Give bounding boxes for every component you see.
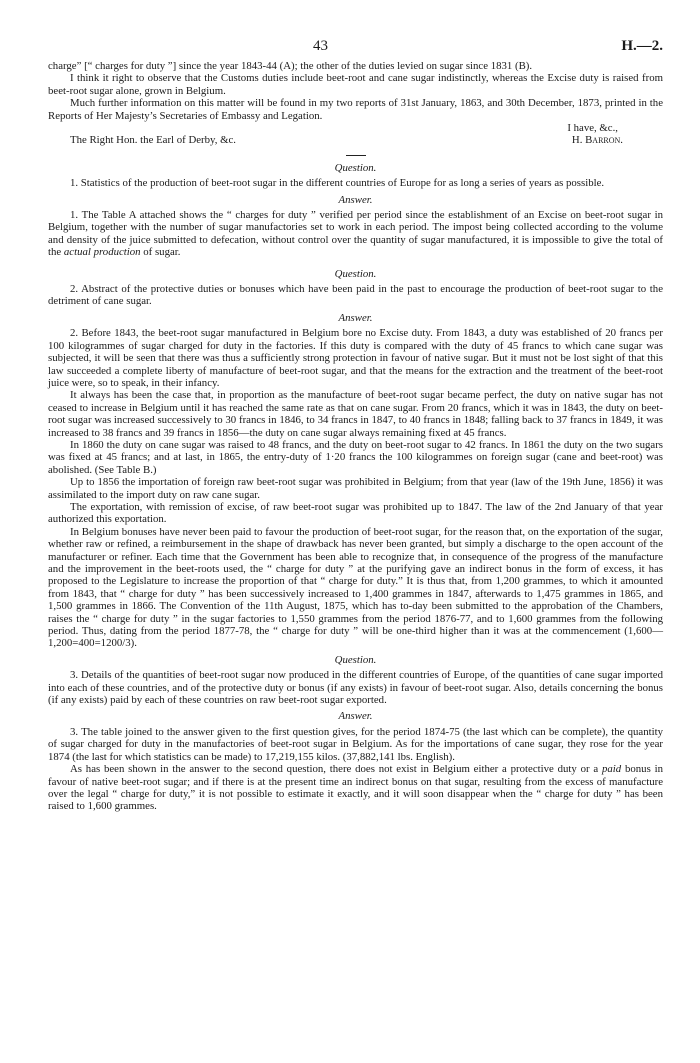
answer-2-paragraph-6: In Belgium bonuses have never been paid to favour the production of beet-root sugar, for the reason that, on the exportation of the sugar, whether raw or refined, a reimbursement in the shape of drawback has never been granted, but simply a discharge to the open account of the manufacturer or refiner. Each time that the Government has been able to recognize that, in consequence of the progress of the manufacture and the improvement in the beet-roots used, the “ charge for duty ” at the purifying gave an indirect bonus in the form of excess, it has proposed to the Legislature to increase the proportion of that “ charge for duty.” It is thus that, from 1,200 grammes, to which it amounted from 1843, that “ charge for duty ” has been successively increased to 1,400 grammes in 1847, afterwards to 1,475 grammes in 1865, and 1,500 grammes in 1866. The Convention of the 11th August, 1875, which has to-day been submitted to the approbation of the Chambers, raises the “ charge for duty ” in the sugar factories to 1,550 grammes from the period 1876-77, and to 1,600 grammes from the following period. Thus, dating from the period 1877-78, the “ charge for duty ” will be one-third higher than it was at the commencement (1,600—1,200=400=1200/3).	[48, 525, 663, 650]
answer-label-1: Answer.	[338, 193, 373, 206]
question-2: 2. Abstract of the protective duties or bonuses which have been paid in the past to encourage the production of beet-root sugar to the detriment of cane sugar.	[48, 283, 663, 308]
paper-reference: H.—2.	[621, 38, 663, 54]
section-divider	[346, 155, 366, 156]
answer-3-text: As has been shown in the answer to the second question, there does not exist in Belgium either a protective duty or a	[70, 763, 599, 776]
answer-3-tail: bonus in favour of native beet-root sugar; and if there is at the present time an indirect bonus on that sugar, resulting from the excess of manufacture over the legal “ charge for duty,” it is not possible to estimate it exactly, and it will soon disappear when the “ charge for duty ” has been raised to 1,600 grammes.	[48, 763, 663, 813]
answer-2-paragraph-5: The exportation, with remission of excise, of raw beet-root sugar was prohibited up to 1847. The law of the 2nd January of that year authorized this exportation.	[48, 500, 663, 526]
answer-2-paragraph-2: It always has been the case that, in proportion as the manufacture of beet-root sugar became perfect, the duty on native sugar has not ceased to increase in Belgium until it has reached the same rate as that on cane sugar. From 20 francs, which it was in 1843, the duty on beet-root sugar was increased successively to 30 francs in 1846, to 34 francs in 1847, to 40 francs in 1848; falling back to 37 francs in 1849, it was increased to 38 francs and 39 francs in 1856—the duty on cane sugar always remaining fixed at 45 francs.	[48, 389, 663, 439]
answer-1	[48, 209, 663, 259]
sign-off: I have, &c.,	[567, 122, 618, 135]
intro-paragraph-2: I think it right to observe that the Customs duties include beet-root and cane sugar indistinctly, whereas the Excise duty is raised from beet-root sugar alone, grown in Belgium.	[48, 72, 663, 97]
intro-paragraph-3: Much further information on this matter will be found in my two reports of 31st January, 1863, and 30th December, 1873, printed in the Reports of Her Majesty’s Secretaries of Embassy and Legation.	[48, 97, 663, 122]
page-header	[48, 38, 663, 60]
answer-1-emphasis: actual production	[63, 246, 141, 259]
answer-2-paragraph-3: In 1860 the duty on cane sugar was raised to 48 francs, and the duty on beet-root sugar to 42 francs. In 1861 the duty on the two sugars was fixed at 45 francs; and at last, in 1865, the entry-duty of 1·20 francs the 100 kilogrammes on foreign sugar (cane and beet-root) was abolished. (See Table B.)	[48, 438, 663, 476]
answer-2-paragraph-1: 2. Before 1843, the beet-root sugar manufactured in Belgium bore no Excise duty. From 1843, a duty was established of 20 francs per 100 kilogrammes of sugar charged for duty in the factories. If this duty is compared with the duty of 45 francs to which cane sugar was subjected, it will be seen that there was thus a sufficiently strong protection in favour of native sugar. But it must not be lost sight of that this law succeeded a complete liberty of manufacture of beet-root sugar, and that the means for the extraction and the treatment of the beet-root juice were, so to speak, in their infancy.	[48, 327, 663, 389]
answer-label-2: Answer.	[338, 311, 373, 324]
intro-paragraph-1: charge” [“ charges for duty ”] since the year 1843-44 (A); the other of the duties levied on sugar since 1831 (B).	[48, 60, 533, 72]
answer-3-emphasis: paid	[601, 763, 622, 776]
question-label-1: Question.	[334, 161, 377, 174]
signature-line	[48, 134, 663, 146]
answer-1-tail: of sugar.	[143, 246, 181, 259]
answer-3-paragraph-2	[48, 763, 663, 813]
answer-2-paragraph-4: Up to 1856 the importation of foreign raw beet-root sugar was prohibited in Belgium; from that year (law of the 19th June, 1856) it was assimilated to the import duty on raw cane sugar.	[48, 476, 663, 501]
question-label-2: Question.	[334, 267, 377, 280]
question-label-3: Question.	[334, 653, 377, 666]
answer-label-3: Answer.	[338, 710, 373, 723]
answer-3-paragraph-1: 3. The table joined to the answer given to the first question gives, for the period 1874-75 (the last which can be complete), the quantity of sugar charged for duty in the manufactories of beet-root sugar in Belgium. As for the importations of cane sugar, they rose for the year 1874 (the last for which statistics can be made) to 17,219,155 kilos. (37,882,141 lbs. English).	[48, 725, 663, 763]
question-3: 3. Details of the quantities of beet-root sugar now produced in the different countries of Europe, of the quantities of cane sugar imported into each of these countries, and of the protective duty or bonus (if any exists) in favour of beet-root sugar. Also, details concerning the bonus (if any exists) paid by each of these countries on raw beet-root sugar exported.	[48, 669, 663, 707]
page-number: 43	[313, 38, 328, 54]
question-1: 1. Statistics of the production of beet-root sugar in the different countries of Europe for as long a series of years as possible.	[70, 177, 605, 190]
addressee: The Right Hon. the Earl of Derby, &c.	[70, 134, 237, 147]
answer-1-text: 1. The Table A attached shows the “ charges for duty ” verified per period since the establishment of an Excise on beet-root sugar in Belgium, together with the number of sugar manufactories set to work in each period. The impost being collected according to the volume and density of the juice submitted to defecation, without control over the quantity of sugar manufactured, it is impossible to give the total of the	[48, 209, 663, 259]
signature: H. Barron.	[571, 134, 623, 147]
document-page	[48, 38, 663, 813]
